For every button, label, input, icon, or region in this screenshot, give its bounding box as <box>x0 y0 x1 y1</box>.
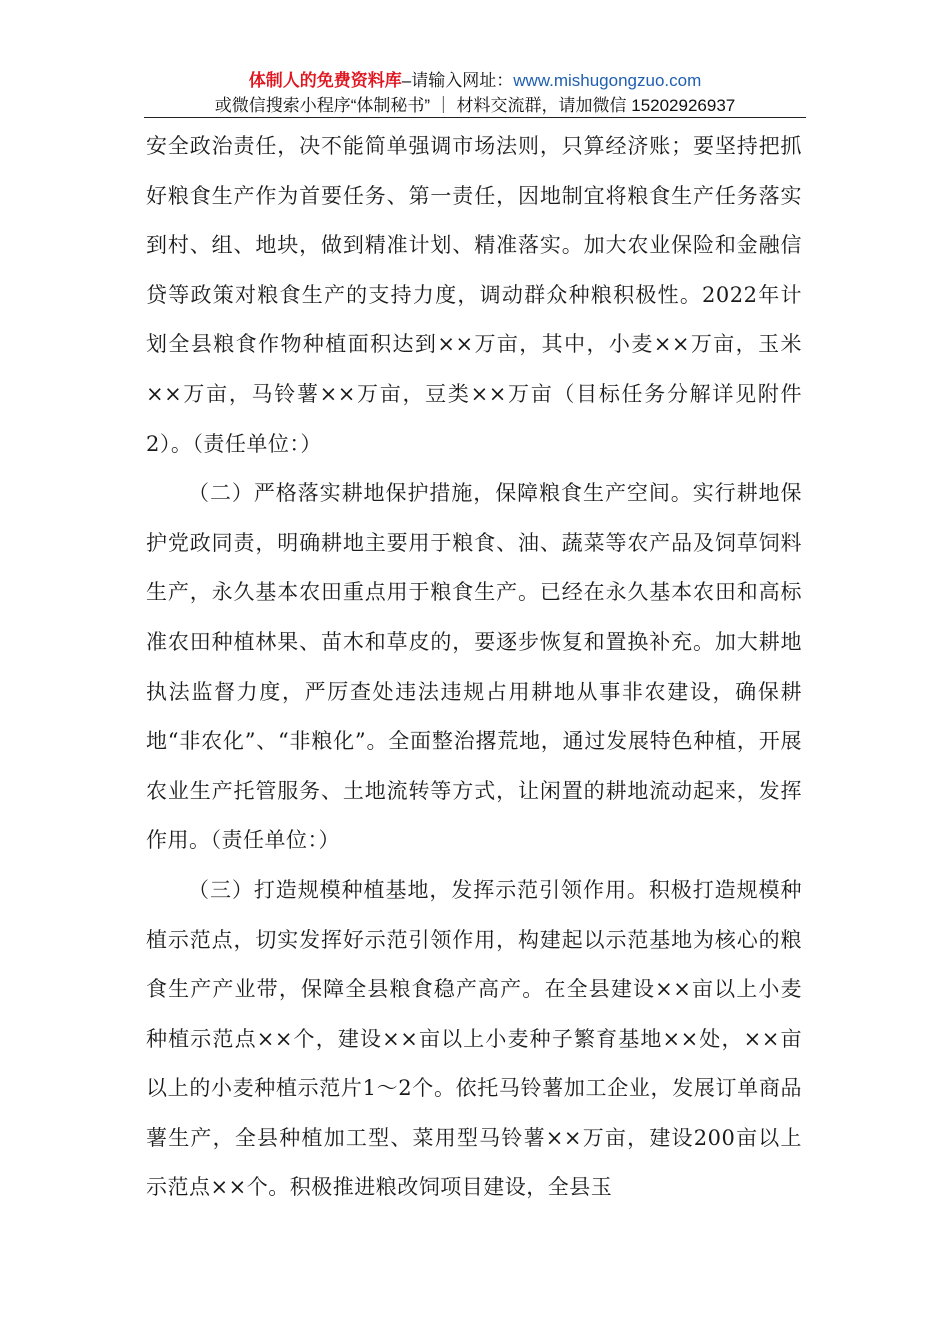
header-brand: 体制人的免费资料库 <box>248 71 402 90</box>
page-header <box>144 68 806 118</box>
document-body <box>146 122 802 1213</box>
paragraph-section-3: （三）打造规模种植基地，发挥示范引领作用。积极打造规模种植示范点，切实发挥好示范引领作用，构建起以示范基地为核心的粮食生产产业带，保障全县粮食稳产高产。在全县建设××亩以上小麦种植示范点××个，建设××亩以上小麦种子繁育基地××处，××亩以上的小麦种植示范片1～2个。依托马铃薯加工企业，发展订单商品薯生产，全县种植加工型、菜用型马铃薯××万亩，建设200亩以上示范点××个。积极推进粮改饲项目建设，全县玉 <box>146 877 802 1200</box>
header-url-link[interactable]: www.mishugongzuo.com <box>513 71 702 90</box>
header-line-2: 或微信搜索小程序“体制秘书” ｜ 材料交流群，请加微信 15202926937 <box>214 96 736 115</box>
header-prompt: –请输入网址： <box>401 71 514 90</box>
paragraph-continuation: 安全政治责任，决不能简单强调市场法则，只算经济账；要坚持把抓好粮食生产作为首要任务、第一责任，因地制宜将粮食生产任务落实到村、组、地块，做到精准计划、精准落实。加大农业保险和金融信贷等政策对粮食生产的支持力度，调动群众种粮积极性。2022年计划全县粮食作物种植面积达到××万亩，其中，小麦××万亩，玉米××万亩，马铃薯××万亩，豆类××万亩（目标任务分解详见附件2）。（责任单位：） <box>146 134 802 456</box>
paragraph-section-2: （二）严格落实耕地保护措施，保障粮食生产空间。实行耕地保护党政同责，明确耕地主要用于粮食、油、蔬菜等农产品及饲草饲料生产，永久基本农田重点用于粮食生产。已经在永久基本农田和高标准农田种植林果、苗木和草皮的，要逐步恢复和置换补充。加大耕地执法监督力度，严厉查处违法违规占用耕地从事非农建设，确保耕地“非农化”、“非粮化”。全面整治撂荒地，通过发展特色种植，开展农业生产托管服务、土地流转等方式，让闲置的耕地流动起来，发挥作用。（责任单位：） <box>146 481 802 853</box>
header-line-1 <box>144 68 806 94</box>
header-divider <box>144 117 806 118</box>
